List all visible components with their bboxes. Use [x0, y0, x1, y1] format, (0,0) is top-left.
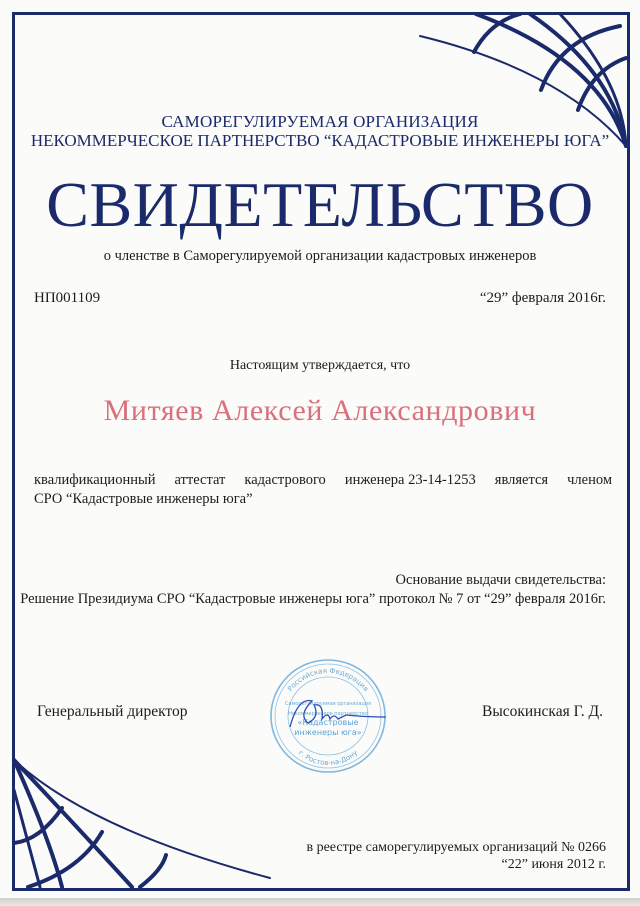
- body-text-line1: [34, 472, 612, 489]
- organization-name-line2: НЕКОММЕРЧЕСКОЕ ПАРТНЕРСТВО “КАДАСТРОВЫЕ ИНЖЕНЕРЫ ЮГА”: [30, 131, 610, 150]
- svg-text:Некоммерческое партнерство: Некоммерческое партнерство: [288, 711, 368, 717]
- confirmation-text: Настоящим утверждается, что: [229, 358, 411, 373]
- basis-text: Решение Президиума СРО “Кадастровые инженеры юга” протокол № 7 от “29” февраля 2016г.: [20, 591, 606, 607]
- official-stamp-icon: [268, 657, 388, 775]
- svg-text:Саморегулируемая организация: Саморегулируемая организация: [284, 701, 372, 707]
- svg-text:г. Ростов-на-Дону: г. Ростов-на-Дону: [296, 748, 360, 768]
- registry-date: “22” июня 2012 г.: [501, 857, 606, 872]
- svg-text:инженеры юга»: инженеры юга»: [294, 728, 362, 737]
- signatory-name: Высокинская Г. Д.: [482, 703, 603, 720]
- organization-name-line1: САМОРЕГУЛИРУЕМАЯ ОРГАНИЗАЦИЯ: [161, 112, 479, 131]
- issue-date: “29” февраля 2016г.: [479, 290, 606, 306]
- body-word: аттестат: [174, 472, 226, 488]
- certificate-number: НП001109: [34, 290, 101, 306]
- body-word: инженера 23-14-1253: [344, 472, 476, 488]
- certificate-subtitle: о членстве в Саморегулируемой организации кадастровых инженеров: [103, 248, 537, 264]
- registry-line: в реестре саморегулируемых организаций № 0266: [306, 840, 606, 855]
- svg-text:Российская Федерация: Российская Федерация: [286, 666, 370, 693]
- certificate-title: СВИДЕТЕЛЬСТВО: [46, 169, 594, 240]
- body-word: квалификационный: [34, 472, 156, 488]
- body-word: кадастрового: [244, 472, 326, 488]
- body-text-line2: СРО “Кадастровые инженеры юга”: [34, 491, 253, 507]
- basis-label: Основание выдачи свидетельства:: [395, 572, 606, 588]
- body-word: является: [494, 472, 549, 488]
- signatory-title: Генеральный директор: [37, 703, 188, 720]
- holder-name: Митяев Алексей Александрович: [103, 394, 537, 427]
- svg-text:«Кадастровые: «Кадастровые: [297, 718, 359, 727]
- body-word: членом: [567, 472, 612, 488]
